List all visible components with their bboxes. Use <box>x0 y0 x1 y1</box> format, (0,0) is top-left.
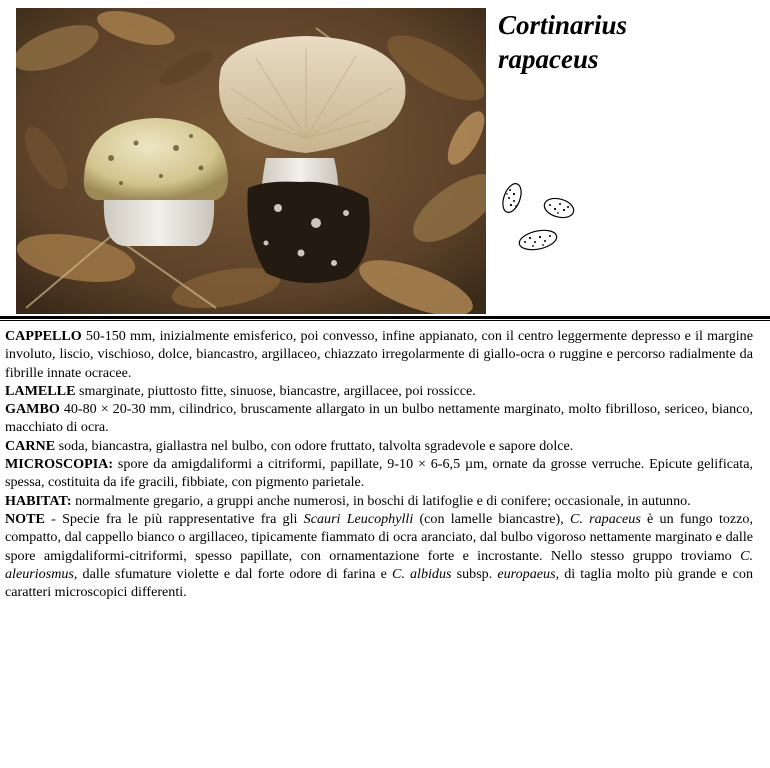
description <box>5 327 753 601</box>
section-label: LAMELLE <box>5 382 76 399</box>
section-text: 40-80 × 20-30 mm, cilindrico, bruscamente allargato in un bulbo nettamente marginato, molto fibrilloso, sericeo, bianco, macchiato di ocra. <box>5 401 753 436</box>
species-title <box>498 8 627 76</box>
note-text: - Specie fra le più rappresentative fra gli <box>44 510 304 527</box>
section-lamelle <box>5 382 753 400</box>
mushroom-photo-illustration <box>16 8 486 314</box>
divider <box>0 316 770 319</box>
section-text: spore da amigdaliformi a citriformi, papillate, 9-10 × 6-6,5 µm, ornate da grosse verruche. Epicute gelificata, spessa, costituita da ife gracili, fibbiate, con pigmento parietale. <box>5 456 753 491</box>
note-text: di taglia molto più grande e con caratteri microscopici differenti. <box>5 565 754 601</box>
section-text: 50-150 mm, inizialmente emisferico, poi convesso, infine appianato, con il centro leggermente depresso e il margine involuto, liscio, vischioso, dolce, biancastro, argillaceo, chiazzato irregolarmente di giallo-ocra o ruggine e percorso radialmente da fibrille innate ocracee. <box>5 328 753 381</box>
section-label: NOTE <box>5 510 45 527</box>
section-label: GAMBO <box>5 401 60 418</box>
spore-illustration <box>498 176 588 256</box>
section-text: soda, biancastra, giallastra nel bulbo, con odore fruttato, talvolta sgradevole e sapore dolce. <box>55 437 574 454</box>
note-text: è un fungo tozzo, compatto, dal cappello bianco o argillaceo, tipicamente fiammato di ocra aranciato, dal bulbo vigoroso nettamente marginato e dalle spore amigdaliformi-citriformi, spesso papillate, con ornamentazione forte e incrostante. Nello stesso gruppo troviamo <box>5 510 753 564</box>
section-note <box>5 510 753 601</box>
note-text: , dalle sfumature violette e dal forte odore di farina e <box>73 565 392 582</box>
section-text: smarginate, piuttosto fitte, sinuose, biancastre, argillacee, poi rossicce. <box>75 382 476 399</box>
genus-name: Cortinarius <box>498 10 628 40</box>
mushroom-photo <box>16 8 486 314</box>
section-gambo <box>5 400 753 437</box>
section-microscopia <box>5 455 753 492</box>
note-italic: Scauri Leucophylli <box>303 510 414 527</box>
section-label: HABITAT: <box>5 492 72 509</box>
note-italic: C. aleuriosmus <box>5 547 753 582</box>
species-name: rapaceus <box>498 44 599 74</box>
section-label: MICROSCOPIA: <box>5 456 114 473</box>
spore-icon <box>542 195 576 220</box>
section-label: CAPPELLO <box>5 328 82 344</box>
section-label: CARNE <box>5 437 56 454</box>
spore-icon <box>518 227 559 253</box>
note-italic: C. albidus <box>391 565 452 582</box>
section-cappello <box>5 327 753 382</box>
section-carne <box>5 437 753 455</box>
note-text: subsp. <box>451 565 498 582</box>
divider <box>0 320 770 321</box>
note-text: (con lamelle biancastre), <box>413 510 570 527</box>
section-habitat <box>5 492 753 510</box>
spore-icon <box>499 181 524 215</box>
note-italic: europaeus, <box>497 565 560 582</box>
note-italic: C. rapaceus <box>570 510 641 527</box>
section-text: normalmente gregario, a gruppi anche numerosi, in boschi di latifoglie e di conifere; occasionale, in autunno. <box>71 492 691 509</box>
